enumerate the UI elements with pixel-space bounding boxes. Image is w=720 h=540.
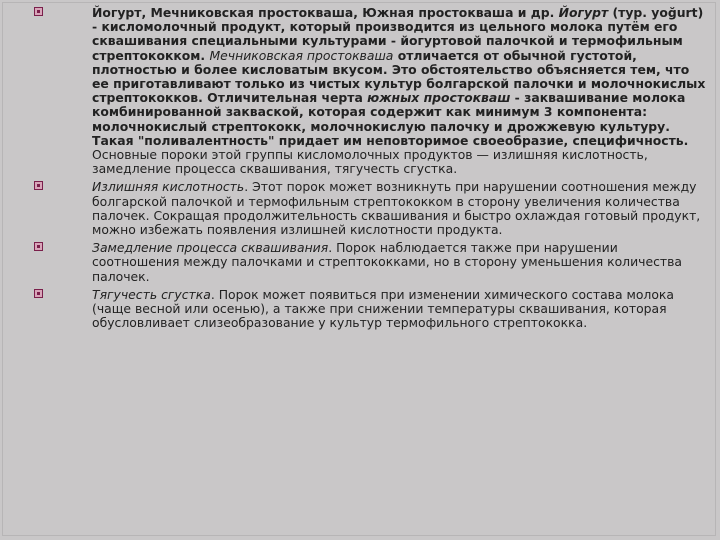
bullet-list bbox=[0, 6, 706, 334]
text-segment: (тур. yoğurt) - кисломолочный продукт, который производится из цельного молока путём его сквашивания специальными культурами - йогуртовой палочкой и термофильным стрептококком. bbox=[92, 5, 704, 63]
text-segment: Тягучесть сгустка bbox=[92, 286, 211, 302]
text-segment: Замедление процесса сквашивания bbox=[92, 240, 329, 256]
text-segment: отличается от обычной густотой, плотностью и более кисловатым вкусом. Это обстоятельство объясняется тем, что ее приготавливают только из чистых культур болгарской палочки и молочнокислых стрептококков. Отличительная черта bbox=[92, 47, 706, 106]
list-item bbox=[0, 241, 706, 284]
text-segment: . Этот порок может возникнуть при нарушении соотношения между болгарской палочкой и термофильным стрептококком в сторону увеличения количества палочек. Сокращая продолжительность сквашивания и быстро охлаждая готовый продукт, можно избежать появления излишней кислотности продукта. bbox=[92, 179, 701, 238]
square-bullet-icon bbox=[34, 289, 43, 298]
square-bullet-icon bbox=[34, 7, 43, 16]
text-segment: - заквашивание молока комбинированной закваской, которая содержит как минимум 3 компонента: молочнокислый стрептококк, молочнокислую палочку и дрожжевую культуру. Такая "поливалентность" придает им неповторимое своеобразие, специфичность. bbox=[92, 90, 689, 148]
text-segment: . Порок наблюдается также при нарушении соотношения между палочками и стрептококками, но в сторону уменьшения количества палочек. bbox=[92, 240, 683, 284]
square-bullet-icon bbox=[34, 181, 43, 190]
text-segment: Йогурт, Мечниковская простокваша, Южная простокваша и др. bbox=[92, 5, 559, 20]
text-segment: . Порок может появиться при изменении химического состава молока (чаще весной или осенью), а также при снижении температуры сквашивания, которая обусловливает слизеобразование у культур термофильного стрептококка. bbox=[92, 286, 675, 331]
text-segment: Основные пороки этой группы кисломолочных продуктов — излишняя кислотность, замедление процесса сквашивания, тягучесть сгустка. bbox=[92, 147, 648, 177]
text-segment: Мечниковская простокваша bbox=[209, 47, 394, 63]
text-segment: южных простокваш bbox=[367, 90, 511, 106]
square-bullet-icon bbox=[34, 242, 43, 251]
text-segment: Излишняя кислотность bbox=[92, 179, 245, 195]
text-segment: Йогурт bbox=[558, 5, 609, 20]
list-item bbox=[0, 180, 706, 237]
list-item bbox=[0, 288, 706, 331]
list-item bbox=[0, 6, 706, 176]
